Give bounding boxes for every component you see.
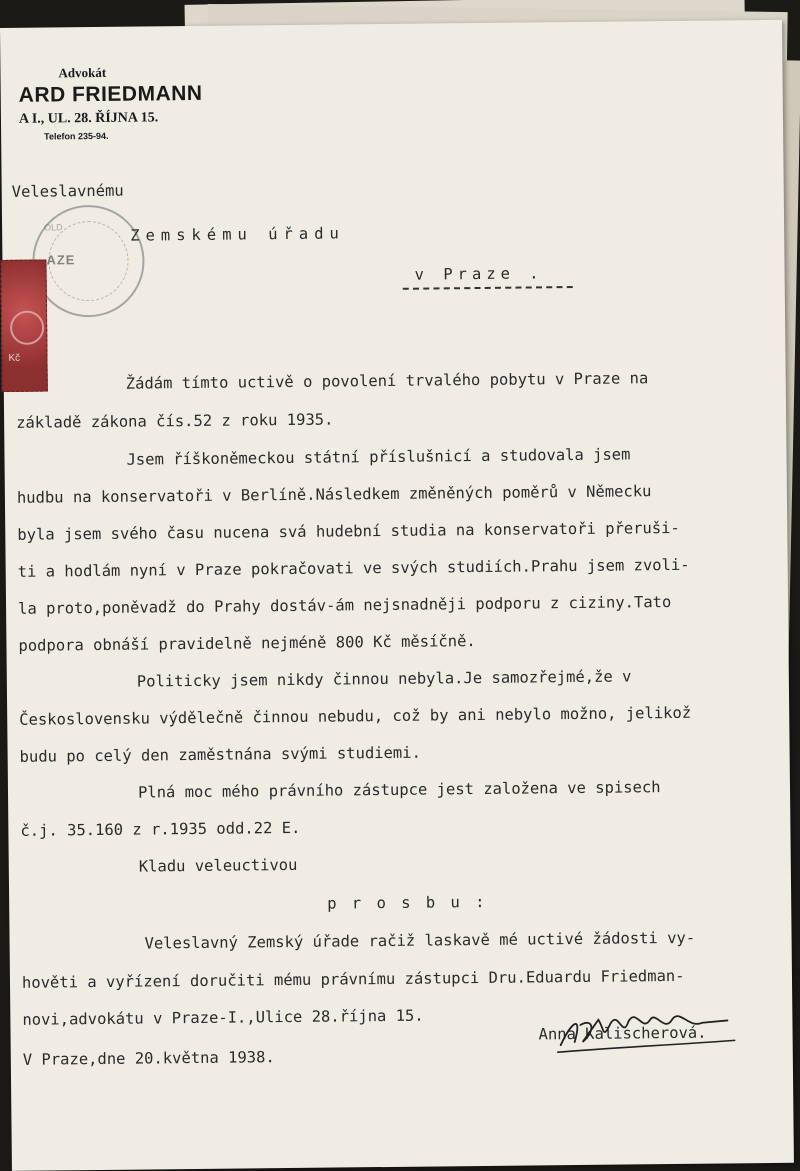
body-line: základě zákona čís.52 z roku 1935.: [16, 410, 334, 432]
place-date: V Praze,dne 20.května 1938.: [22, 1048, 275, 1069]
signer-name: Anna Kalischerová.: [538, 1023, 707, 1044]
body-line: hověti a vyřízení doručiti mému právnímu zástupci Dru.Eduardu Friedman-: [21, 966, 685, 992]
body-line: Plná moc mého právního zástupce jest založena ve spisech: [137, 778, 661, 802]
revenue-stamp: [0, 260, 47, 392]
round-stamp-top-text: OLD: [44, 222, 63, 233]
body-line: budu po celý den zaměstnána svými studiemi.: [19, 743, 421, 766]
addressee-line: Veleslavnému: [11, 181, 124, 201]
letterhead-address: A I., UL. 28. ŘÍJNA 15.: [18, 110, 159, 127]
body-line: Žádám tímto uctivě o povolení trvalého pobytu v Praze na: [125, 369, 649, 393]
body-line: byla jsem svého času nucena svá hudební studia na konservatoři přeruši-: [17, 518, 680, 544]
addressee-underline: [403, 286, 573, 290]
body-line: ti a hodlám nyní v Praze pokračovati ve svých studiích.Prahu jsem zvoli-: [17, 555, 690, 581]
body-line: Politicky jsem nikdy činnou nebyla.Je samozřejmé,že v: [136, 667, 632, 691]
handwritten-signature: [552, 988, 743, 1060]
body-line: č.j. 35.160 z r.1935 odd.22 E.: [20, 818, 301, 840]
body-line: hudbu na konservatoři v Berlíně.Následkem změněných poměrů v Německu: [16, 482, 652, 507]
body-line: Veleslavný Zemský úřade račiž laskavě mé uctivé žádosti vy-: [144, 928, 696, 953]
body-line: Československu výdělečně činnou nebudu, což by ani nebylo možno, jelikož: [19, 703, 692, 729]
letterhead-phone: Telefon 235-94.: [44, 130, 109, 142]
round-stamp-text: AZE: [46, 252, 76, 268]
addressee-line: v Praze .: [414, 264, 544, 284]
body-line: p r o s b u :: [327, 892, 488, 913]
body-line: Jsem říškoněmeckou státní příslušnicí a studovala jsem: [126, 445, 631, 469]
letter-page: [0, 20, 794, 1171]
addressee-line: Zemskému úřadu: [130, 224, 345, 245]
letterhead-role: Advokát: [58, 64, 107, 81]
letterhead-name: ARD FRIEDMANN: [18, 81, 203, 107]
body-line: la proto,poněvadž do Prahy dostáv-ám nejsnadněji podporu z ciziny.Tato: [17, 593, 672, 618]
revenue-stamp-emblem-icon: [10, 311, 44, 345]
body-line: novi,advokátu v Praze-I.,Ulice 28.října 15.: [22, 1006, 424, 1029]
revenue-stamp-label: Kč: [8, 352, 21, 364]
body-line: Kladu veleuctivou: [138, 855, 298, 876]
round-stamp: [32, 205, 145, 318]
body-line: podpora obnáší pravidelně nejméně 800 Kč měsíčně.: [18, 632, 476, 655]
